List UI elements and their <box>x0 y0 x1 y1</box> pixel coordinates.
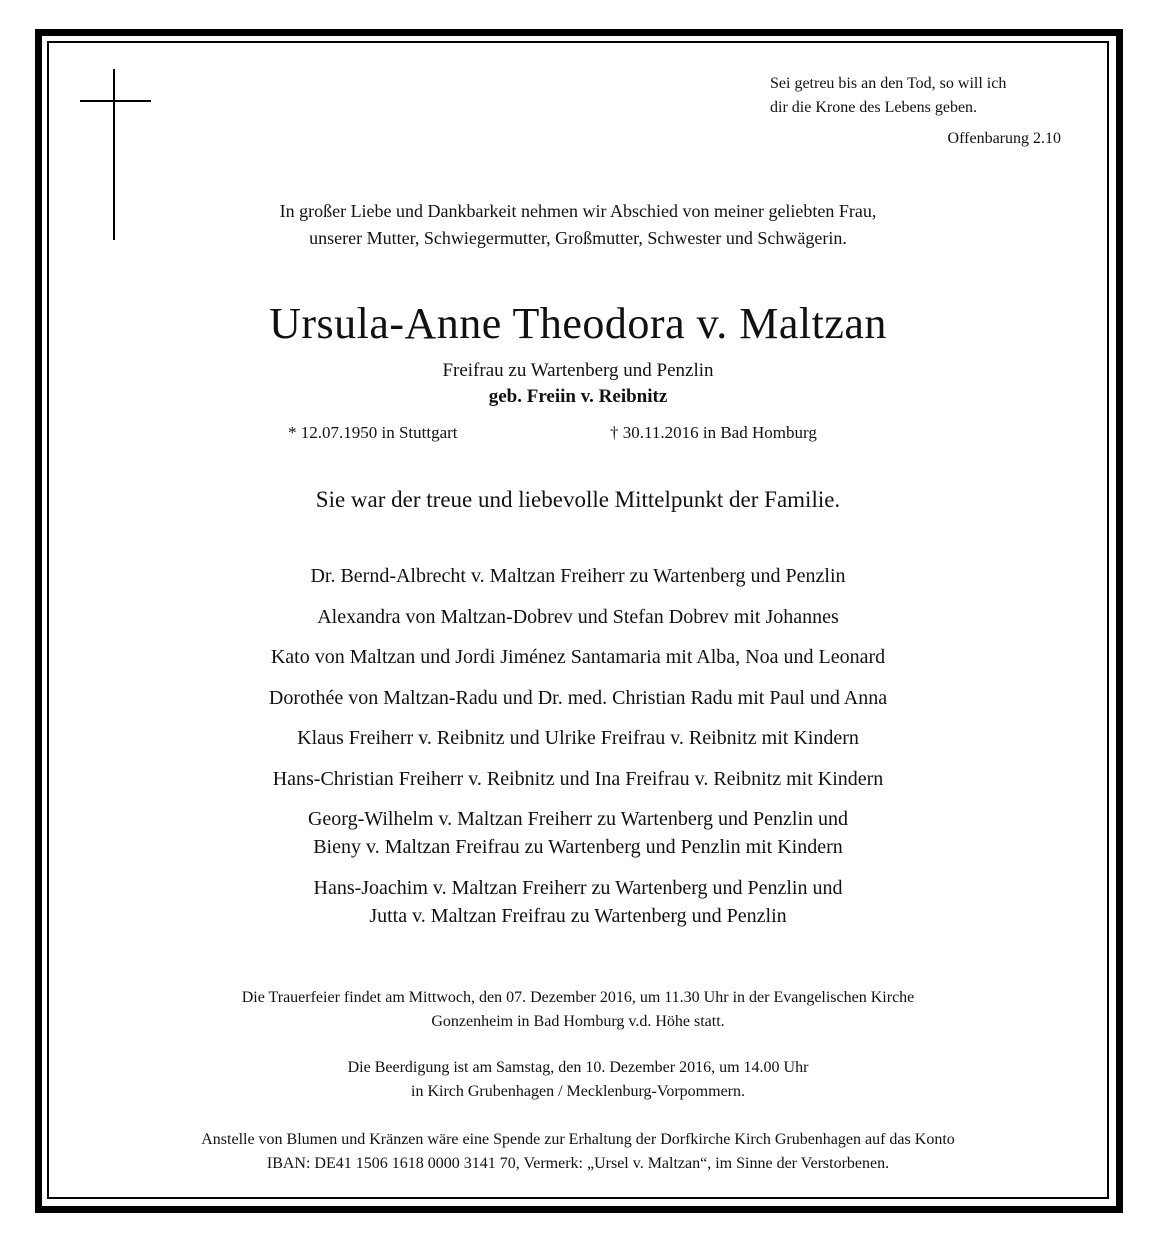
burial-info <box>47 1056 1109 1104</box>
relative-line: Jutta v. Maltzan Freifrau zu Wartenberg und Penzlin <box>369 904 787 927</box>
deceased-name: Ursula-Anne Theodora v. Maltzan <box>269 299 887 348</box>
donation-line: IBAN: DE41 1506 1618 0000 3141 70, Vermerk: „Ursel v. Maltzan“, im Sinne der Verstorbenen. <box>266 1155 890 1172</box>
relative-line: Georg-Wilhelm v. Maltzan Freiherr zu Wartenberg und Penzlin und <box>307 808 849 830</box>
verse-line: Sei getreu bis an den Tod, so will ich <box>770 75 1007 92</box>
relative-entry <box>47 805 1109 861</box>
relative-line: Bieny v. Maltzan Freifrau zu Wartenberg und Penzlin mit Kindern <box>313 836 843 858</box>
deceased-title: Freifrau zu Wartenberg und Penzlin <box>442 360 714 381</box>
verse-reference: Offenbarung 2.10 <box>947 130 1061 147</box>
burial-line: in Kirch Grubenhagen / Mecklenburg-Vorpommern. <box>411 1083 745 1100</box>
relative-entry <box>47 874 1109 930</box>
death-date: † 30.11.2016 in Bad Homburg <box>610 423 817 442</box>
relatives-list <box>47 562 1109 942</box>
deceased-birth-name: geb. Freiin v. Reibnitz <box>488 386 668 407</box>
relative-line: Dr. Bernd-Albrecht v. Maltzan Freiherr zu Wartenberg und Penzlin <box>310 565 846 587</box>
donation-info <box>47 1128 1109 1176</box>
donation-line: Anstelle von Blumen und Kränzen wäre eine Spende zur Erhaltung der Dorfkirche Kirch Grubenhagen auf das Konto <box>201 1131 955 1148</box>
relative-entry <box>47 562 1109 590</box>
funeral-service-info <box>47 986 1109 1034</box>
relative-line: Hans-Christian Freiherr v. Reibnitz und Ina Freifrau v. Reibnitz mit Kindern <box>272 767 884 790</box>
relative-entry <box>47 684 1109 712</box>
relative-line: Dorothée von Maltzan-Radu und Dr. med. Christian Radu mit Paul und Anna <box>268 686 888 709</box>
relative-entry <box>47 603 1109 631</box>
birth-date: * 12.07.1950 in Stuttgart <box>288 423 458 442</box>
relative-entry <box>47 643 1109 671</box>
motto: Sie war der treue und liebevolle Mittelpunkt der Familie. <box>315 487 841 512</box>
intro-line: unserer Mutter, Schwiegermutter, Großmutter, Schwester und Schwägerin. <box>309 228 847 248</box>
relative-line: Alexandra von Maltzan-Dobrev und Stefan Dobrev mit Johannes <box>317 605 839 628</box>
bible-verse <box>770 72 1090 120</box>
relative-line: Klaus Freiherr v. Reibnitz und Ulrike Freifrau v. Reibnitz mit Kindern <box>297 727 859 749</box>
relative-entry <box>47 724 1109 752</box>
verse-line: dir die Krone des Lebens geben. <box>770 99 978 116</box>
intro-line: In großer Liebe und Dankbarkeit nehmen wir Abschied von meiner geliebten Frau, <box>279 201 877 221</box>
service-line: Gonzenheim in Bad Homburg v.d. Höhe statt. <box>431 1013 725 1030</box>
relative-entry <box>47 765 1109 793</box>
cross-horizontal-bar <box>80 100 151 102</box>
relative-line: Kato von Maltzan und Jordi Jiménez Santamaria mit Alba, Noa und Leonard <box>270 646 886 668</box>
burial-line: Die Beerdigung ist am Samstag, den 10. Dezember 2016, um 14.00 Uhr <box>347 1059 809 1076</box>
intro-text <box>47 198 1109 252</box>
relative-line: Hans-Joachim v. Maltzan Freiherr zu Wartenberg und Penzlin und <box>313 876 843 899</box>
service-line: Die Trauerfeier findet am Mittwoch, den 07. Dezember 2016, um 11.30 Uhr in der Evangelischen Kirche <box>241 989 915 1006</box>
